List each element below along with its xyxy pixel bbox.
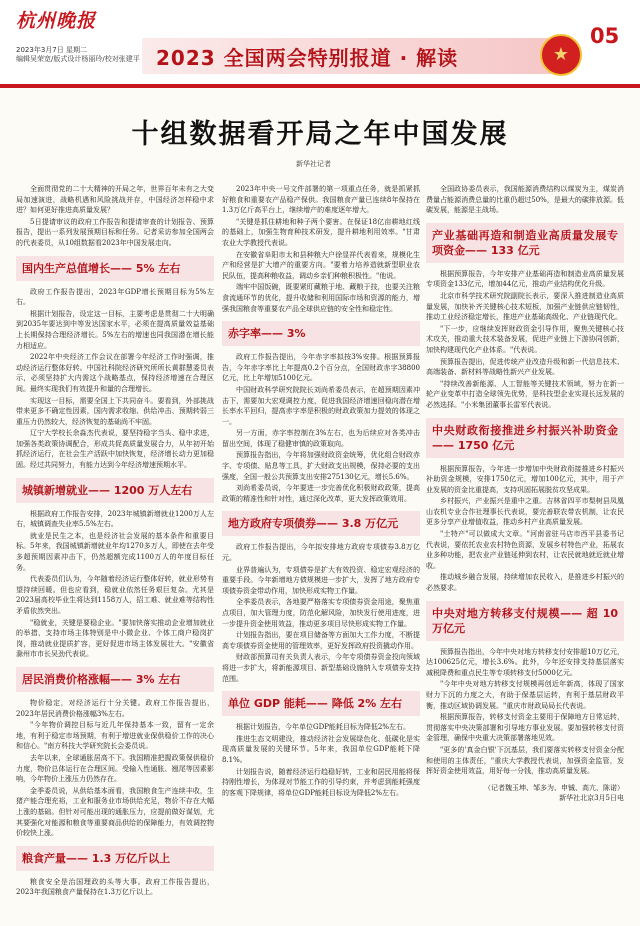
body-paragraph: 根据预算报告，今年安排产业基础再造和制造业高质量发展专项资金133亿元，增加44亿元，推动产业结构优化升级。 [426, 269, 624, 289]
body-paragraph: 政府工作报告提出，2023年GDP增长预期目标为5%左右。 [16, 287, 214, 307]
body-paragraph: 计划报告说，随着经济运行趋稳好转，工业和居民用能将保持刚性增长，为体现对节能工作的引导约束，并考虑到能耗强度的客观下降规律，将单位GDP能耗目标设为降低2%左右。 [222, 767, 420, 797]
article-byline: 新华社记者 [296, 160, 331, 168]
reporter-names: （记者魏玉坤、邹多为、申铖、高亢、陈诺） [484, 783, 624, 792]
body-paragraph: "更多的'真金白银'下沉基层，我们要落实转移支付资金分配和使用的主体责任，"重庆大学教授代表说，加强资金监管，发挥好资金使用效益，用好每一分钱，推动高质量发展。 [426, 745, 624, 776]
body-paragraph: "今年物价调控目标与近几年保持基本一致，留有一定余地，有利于稳定市场预期，有利于增进就业保供稳价工作的决心和信心。"南方科技大学研究院长会委员说。 [16, 721, 214, 751]
body-paragraph: 金季委员说，从供给基本面看，我国粮食生产连续丰收，生猪产能合理充裕，工业和服务业市场供给充足，物价不存在大幅上涨的基础。但针对可能出现的通胀压力，应提前做好谋划，尤其要强化对能源和粮食等重要商品供给的保障能力，有效调控物价较快上涨。 [16, 786, 214, 838]
masthead [0, 0, 640, 88]
body-paragraph: 实现这一目标，需要全国上下共同奋斗。要看到，外部挑战带来更多不确定性因素，国内需求收缩、供给冲击、预期转弱三重压力仍然较大，经济恢复的基础尚不牢固。 [16, 396, 214, 426]
section-heading-transfer-payments: 中央对地方转移支付规模—— 超 10 万亿元 [426, 601, 624, 641]
issue-meta [16, 46, 140, 64]
section-heading-industry-fund: 产业基础再造和制造业高质量发展专项资金—— 133 亿元 [426, 223, 624, 263]
dateline: 新华社北京3月5日电 [559, 793, 624, 802]
article-column-3 [426, 184, 624, 803]
newspaper-logo: 杭州晚报 [16, 10, 97, 32]
body-paragraph: 另一方面，赤字率控制在3%左右，也为后续应对各类冲击留出空间，体现了稳健审慎的政策取向。 [222, 429, 420, 448]
body-paragraph: "关键是抓住耕地和种子两个要害。在保证18亿亩耕地红线的基础上，加强生物育种技术研发，提升耕地利用效率。"甘肃农业大学教授代表说。 [222, 217, 420, 247]
article-column-2 [222, 184, 420, 799]
section-heading-energy: 单位 GDP 能耗—— 降低 2% 左右 [222, 691, 420, 716]
section-heading-rural-revitalization: 中央财政衔接推进乡村振兴补助资金—— 1750 亿元 [426, 418, 624, 458]
body-paragraph: 北京市科学技术研究院副院长表示，要深入推进制造业高质量发展，加快补齐关键核心技术短板，加强产业链供应链韧性，推动工业经济稳定增长，推进产业基础高级化、产业链现代化。 [426, 291, 624, 322]
body-paragraph: 根据计划报告，设定这一目标，主要考虑是贯彻二十大明确到2035年要达到中等发达国家水平，必须在提高质量效益基础上长期保持合理经济增长。5%左右的增速也同我国潜在增长能力相适应。 [16, 309, 214, 350]
reporter-signoff [426, 783, 624, 803]
section-heading-special-bonds: 地方政府专项债券—— 3.8 万亿元 [222, 511, 420, 536]
body-paragraph: 预算报告指出，今年中央对地方转移支付安排超10万亿元，达100625亿元，增长3.6%。此外，今年还安排支持基层落实减税降费和重点民生等专项转移支付5000亿元。 [426, 647, 624, 677]
body-paragraph: 政府工作报告提出，今年拟安排地方政府专项债券3.8万亿元。 [222, 543, 420, 563]
body-paragraph: 政府工作报告提出，今年赤字率拟按3%安排。根据预算报告，今年赤字率比上年提高0.2个百分点，全国财政赤字38800亿元，比上年增加5100亿元。 [222, 353, 420, 383]
page-number: 05 [590, 24, 620, 48]
body-paragraph: "下一步，应继续发挥财政资金引导作用，聚焦关键核心技术攻关，推动重大技术装备发展，促进产业链上下游协同创新，加快构建现代化产业体系。"代表说。 [426, 324, 624, 354]
body-paragraph: 乡村振兴，产业振兴是重中之重。吉林省四平市梨树县凤凰山农机专业合作社理事长代表说，要完善联农带农机制，让农民更多分享产业增值收益，推动乡村产业高质量发展。 [426, 497, 624, 527]
section-heading-cpi: 居民消费价格涨幅—— 3% 左右 [16, 667, 214, 692]
body-paragraph: 去年以来，全球通胀居高不下。我国精准把握政策保供稳价力度，物价总体运行在合理区间。受输入性通胀、翘尾等因素影响，今年物价上涨压力仍然存在。 [16, 753, 214, 784]
body-paragraph: 根据政府工作报告安排，2023年城镇新增就业1200万人左右，城镇调查失业率5.5%左右。 [16, 509, 214, 529]
body-paragraph: 全国政协委员表示，我国能源消费结构以煤炭为主，煤炭消费量占能源消费总量的比重仍超过50%，是最大的碳排放源。低碳发展，能源是主战场。 [426, 185, 624, 215]
section-heading-employment: 城镇新增就业—— 1200 万人左右 [16, 478, 214, 503]
intro-paragraph: 5日提请审议的政府工作报告和提请审查的计划报告、预算报告，提出一系列发展预期目标和任务。记者采访参加全国两会的代表委员，从10组数据看2023年中国发展走向。 [16, 217, 214, 247]
body-paragraph: 根据预算报告，今年进一步增加中央财政衔接推进乡村振兴补助资金规模，安排1750亿元，增加100亿元，其中，用于产业发展的资金比重提高，支持巩固拓展脱贫攻坚成果。 [426, 464, 624, 494]
body-paragraph: 财政部预算司有关负责人表示，今年专项债券资金投向领域将进一步扩大，将新能源项目、新型基础设施纳入专项债券支持范围。 [222, 653, 420, 683]
star-emblem-icon: ★ [540, 34, 582, 76]
body-paragraph: 推进生态文明建设，推动经济社会发展绿色化、低碳化是实现高质量发展的关键环节。5年来，我国单位GDP能耗下降8.1%。 [222, 734, 420, 764]
body-paragraph: 在安徽省阜阳市太和县种粮大户徐显祥代表看来，规模化生产和经营是扩大增产的重要方向。"要着力培养造就新型职业农民队伍，提高种粮收益，调动乡亲们种粮积极性。"他说。 [222, 250, 420, 280]
article-column-1 [16, 184, 214, 899]
special-report-banner [142, 38, 566, 74]
body-paragraph: 物价稳定，对经济运行十分关键。政府工作报告提出，2023年居民消费价格涨幅3%左右。 [16, 698, 214, 718]
intro-paragraph: 全面贯彻党的二十大精神的开局之年，世界百年未有之大变局加速演进，战略机遇和风险挑战并存，中国经济怎样稳中求进？如何更好推进高质量发展？ [16, 185, 214, 215]
body-paragraph: 粮食安全是治国理政的头等大事。政府工作报告提出，2023年我国粮食产量保持在1.3万亿斤以上。 [16, 877, 214, 897]
body-paragraph: 全季委员表示，各地要严格落实专项债券资金用途，聚焦重点项目，加大管理力度，防范化解风险，加快发行使用进度，进一步提升资金使用效益，推动更多项目尽快形成实物工作量。 [222, 598, 420, 628]
body-paragraph: 计划报告指出，要在项目储备等方面加大工作力度，不断提高专项债券资金使用的管理效率，更好发挥政府投资撬动作用。 [222, 631, 420, 650]
body-paragraph: 根据计划报告，今年单位GDP能耗目标为降低2%左右。 [236, 723, 411, 732]
body-paragraph: "稳就业，关键是要稳企业。"要加快落实推动企业增加就业的举措，支持市场主体特别是中小微企业、个体工商户稳岗扩岗，推动就业提质扩容，更好促进市场主体发展壮大。"安徽省滁州市市长吴劲代表说。 [16, 618, 214, 659]
body-paragraph: 代表委员们认为，今年随着经济运行整体好转，就业形势有望持续回暖。但也应看到，稳就业依然任务艰巨复杂。尤其是2023届高校毕业生将达到1158万人，招工难、就业难等结构性矛盾依然突出。 [16, 575, 214, 615]
body-paragraph: 就业是民生之本，也是经济社会发展的基本条件和重要目标。5年来，我国城镇新增就业年均1270多万人，即使在去年受多超预期因素冲击下，仍然超额完成1100万人的年度目标任务。 [16, 531, 214, 572]
body-paragraph: 根据预算报告，转移支付资金主要用于保障地方日常运转，贯彻落实中央决策部署和引导地方事业发展。要加强转移支付资金管理，确保中央重大决策部署落地见效。 [426, 713, 624, 743]
editor-credits: 编辑吴荣宽/版式设计杨丽玲/校对张建平 [16, 55, 140, 63]
body-paragraph: "今年中央对地方转移支付规模再创近年新高，体现了国家财力下沉的力度之大，有助于保基层运转，有利于基层财政平衡，推动区域协调发展。"重庆市财政局局长代表说。 [426, 680, 624, 710]
body-paragraph: 预算报告指出，今年将加强财政资金统筹，优化组合财政赤字、专项债、贴息等工具，扩大财政支出规模，保持必要的支出强度，全国一般公共预算支出安排275130亿元，增长5.6%。 [222, 451, 420, 481]
body-paragraph: 业界普遍认为，专项债券是扩大有效投资、稳定宏观经济的重要手段。今年新增地方债规模进一步扩大，发挥了地方政府专项债券资金带动作用，加快形成实物工作量。 [222, 565, 420, 595]
section-heading-gdp: 国内生产总值增长—— 5% 左右 [16, 256, 214, 281]
body-paragraph: 2022年中央经济工作会议在部署今年经济工作时强调，推动经济运行整体好转。中国社科院经济研究所所长黄群慧委员表示，必须坚持扩大内需这个战略基点，保持经济增速在合理区间。最终实现我们有效提升和量的合理增长。 [16, 353, 214, 393]
body-paragraph: 辽宁大学校长余淼杰代表说，要坚持稳字当头、稳中求进，加强各类政策协调配合，形成共促高质量发展合力，从年初开始抓经济运行，在社会生产活跃中加快恢复，经济增长动力更加稳固。经过共同努力，有能力达到今年经济增速预期水平。 [16, 429, 214, 470]
body-paragraph: "持续改善新能源、人工智能等关键技术领域，努力在新一轮产业变革中打造全球领先优势，是科技型企业实现长远发展的必然选择。"小米集团董事长雷军代表说。 [426, 379, 624, 409]
banner-title: 2023 全国两会特别报道 · 解读 [156, 46, 459, 70]
body-paragraph: 预算报告提出，促进传统产业改造升级和新一代信息技术、高端装备、新材料等战略性新兴产业发展。 [426, 357, 624, 377]
body-paragraph: "土特产"可以做成大文章。"河南省驻马店市西平县委书记代表说，要依托农业农村特色资源，发展乡村特色产业，拓展农业多种功能，把农业产业链延伸到农村，让农民就地就近就业增收。 [426, 530, 624, 570]
body-paragraph: 端牢中国饭碗，既要紧盯藏粮于地、藏粮于技，也要关注粮食流通环节的优化，提升收储和利用国际市场和资源的能力，增强我国粮食等重要农产品全球供应链的安全性和稳定性。 [222, 283, 420, 313]
body-paragraph: 2023年中央一号文件部署的第一项重点任务，就是抓紧抓好粮食和重要农产品稳产保供。我国粮食产量已连续8年保持在1.3万亿斤高平台上，继续增产的难度逐年增大。 [222, 185, 420, 215]
body-paragraph: 刘尚希委员说，今年要进一步完善优化积极财政政策，提高政策的精准性和针对性，通过深化改革，更大发挥政策效用。 [222, 484, 420, 503]
body-paragraph: 中国财政科学研究院院长刘尚希委员表示，在超预期因素冲击下，需要加大宏观调控力度，促进我国经济增速回稳向潜在增长率水平回归，提高赤字率是积极的财政政策加力提效的体现之一。 [222, 385, 420, 426]
issue-date: 2023年3月7日 星期二 [16, 46, 87, 54]
article-headline: 十组数据看开局之年中国发展 [131, 119, 509, 150]
body-paragraph: 推动城乡融合发展，持续增加农民收入，是推进乡村振兴的必然要求。 [426, 573, 624, 593]
section-heading-grain: 粮食产量—— 1.3 万亿斤以上 [16, 846, 214, 871]
section-heading-deficit: 赤字率—— 3% [222, 321, 420, 346]
